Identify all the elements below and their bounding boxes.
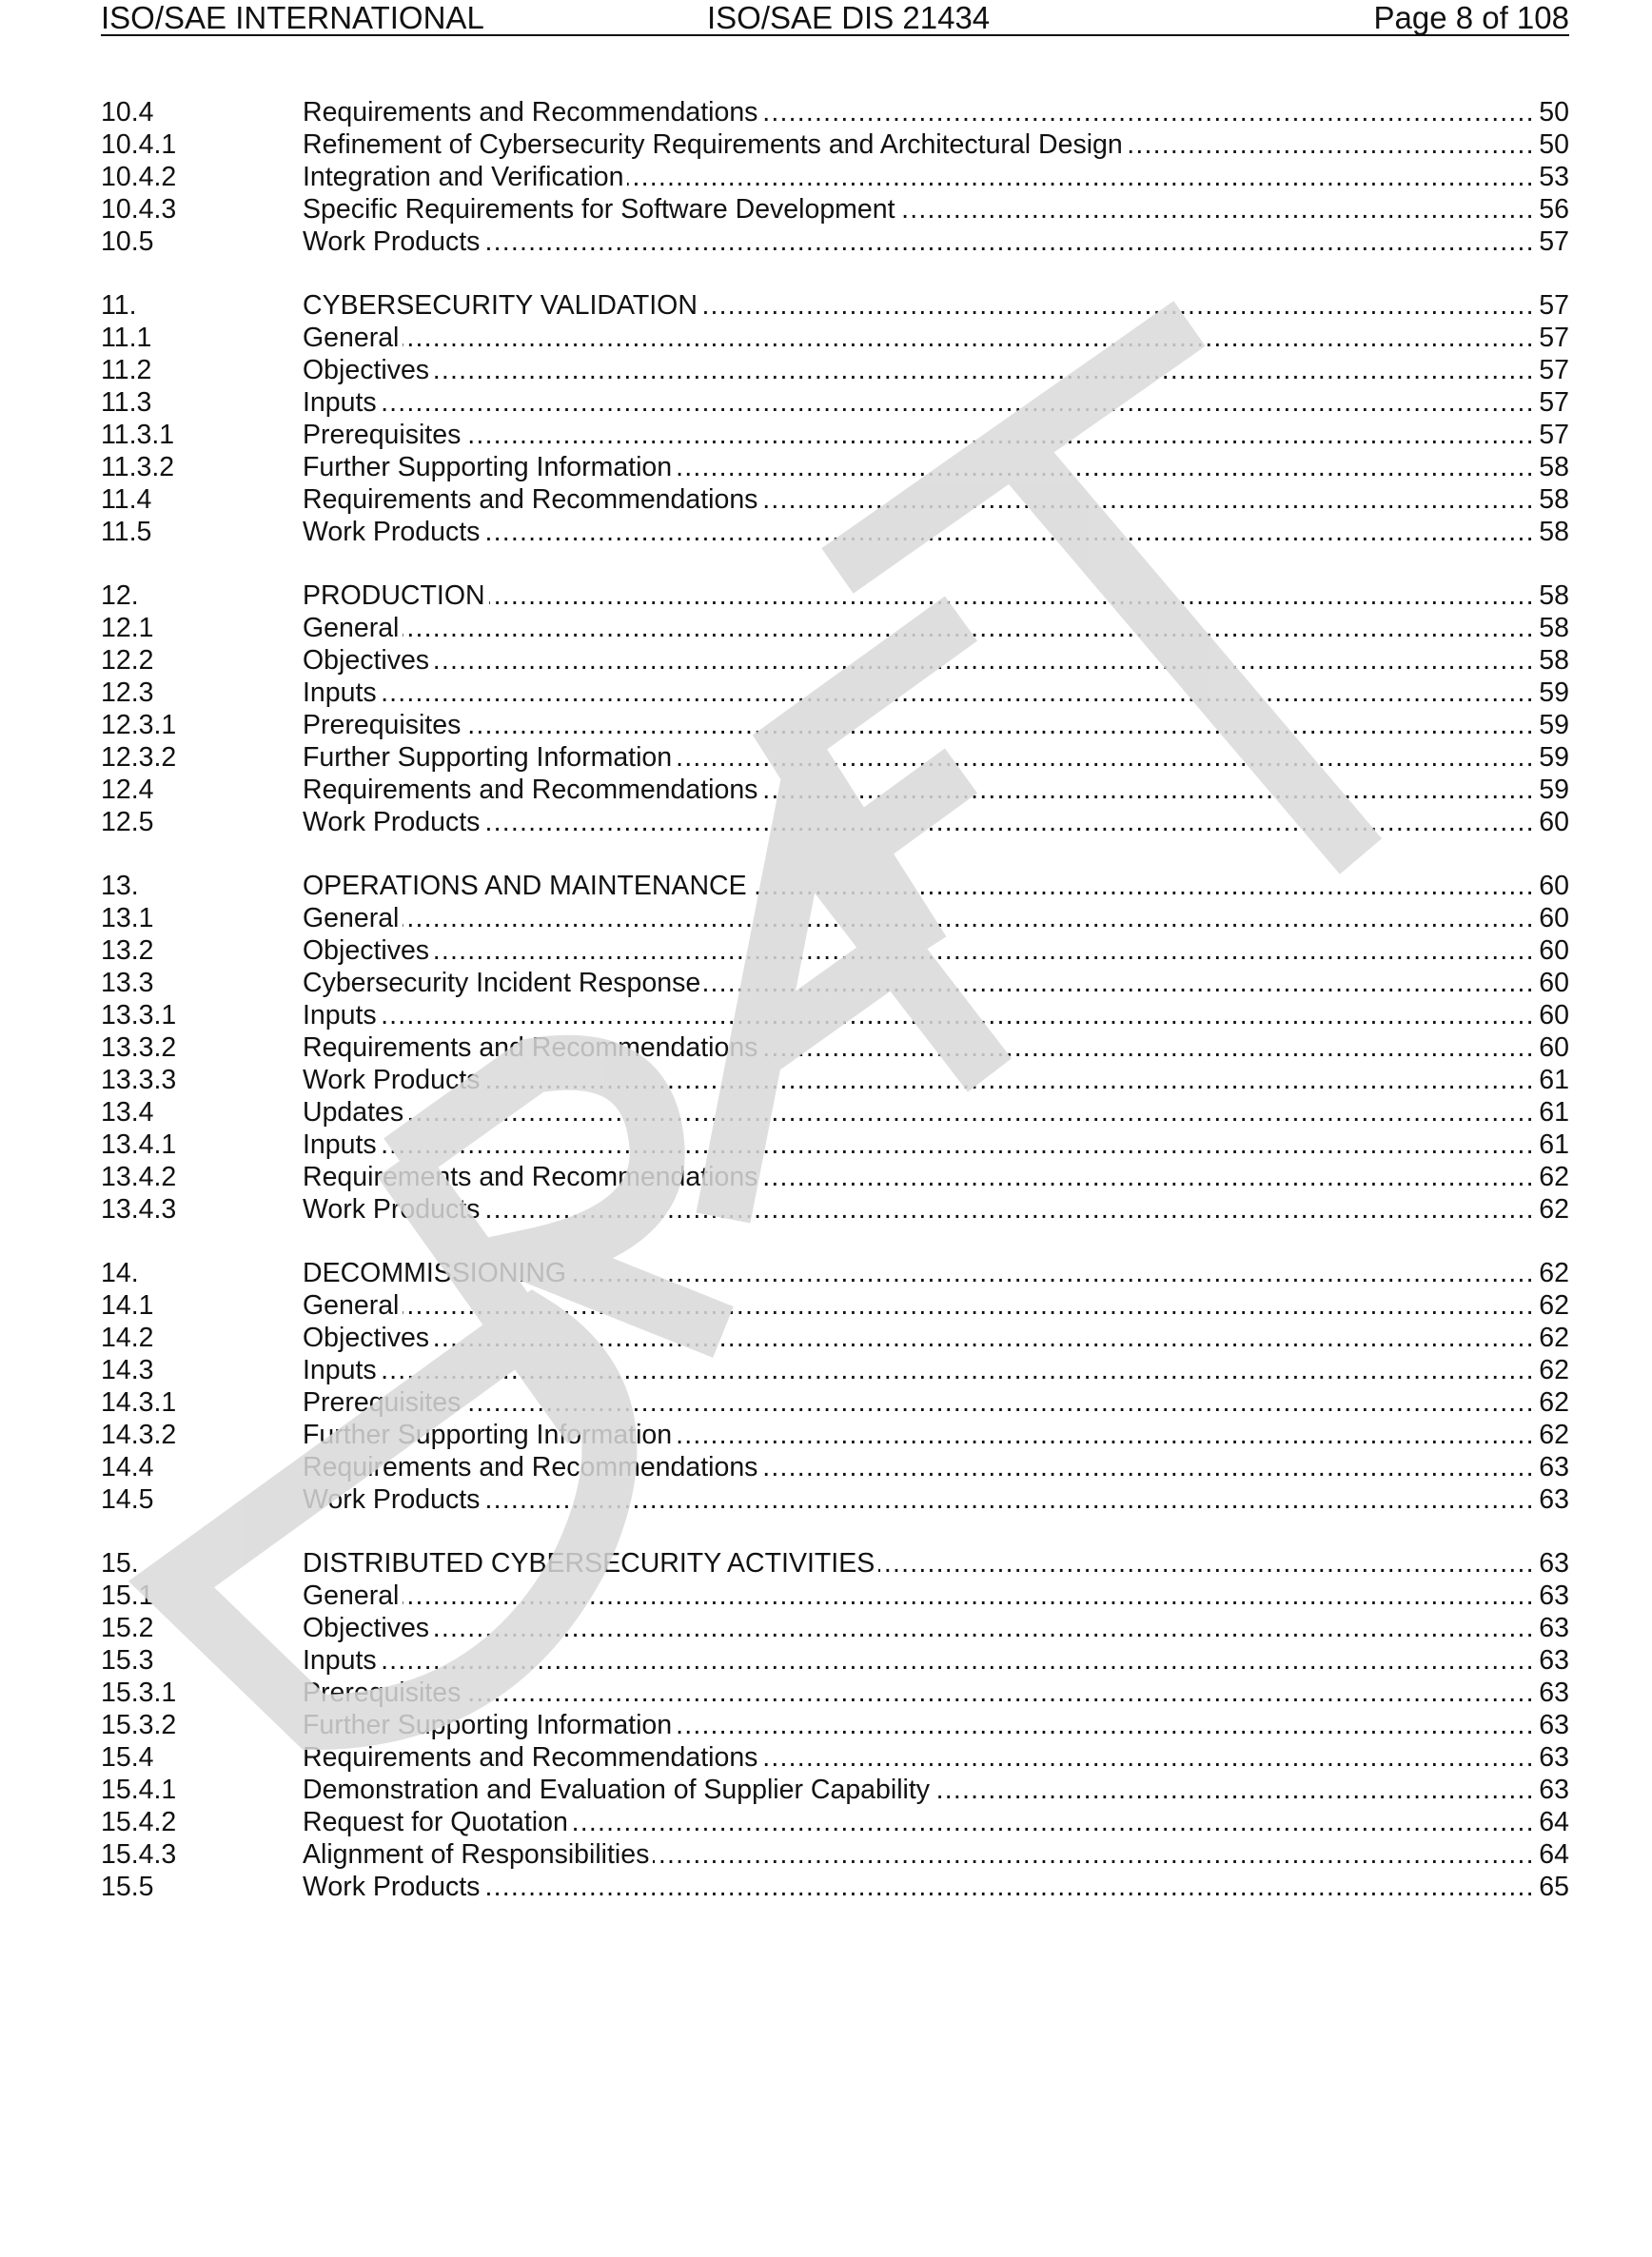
toc-page-number: 58	[1533, 644, 1569, 677]
toc-section-title	[303, 741, 1533, 774]
toc-section-title-text: Requirements and Recommendations	[303, 484, 761, 515]
toc-entry[interactable]	[101, 1709, 1569, 1741]
toc-page-number: 58	[1533, 579, 1569, 612]
toc-page-number: 60	[1533, 806, 1569, 838]
toc-page-number: 63	[1533, 1547, 1569, 1580]
toc-section-title	[303, 644, 1533, 677]
toc-section-number: 15.4.1	[101, 1775, 177, 1805]
toc-section-title	[303, 96, 1533, 128]
toc-section-number: 11.3.2	[101, 452, 175, 482]
toc-page-number: 63	[1533, 1612, 1569, 1644]
toc-entry[interactable]	[101, 322, 1569, 354]
document-page	[101, 0, 1569, 2257]
toc-section-title	[303, 612, 1533, 644]
toc-section-title	[303, 193, 1533, 226]
toc-section-number: 15.3.1	[101, 1678, 177, 1708]
toc-section-title-text: Requirements and Recommendations	[303, 1742, 761, 1773]
toc-section-number: 13.4.3	[101, 1194, 177, 1225]
toc-section-number: 13.3.2	[101, 1032, 177, 1063]
toc-section-title-text: Prerequisites	[303, 710, 464, 740]
toc-page-number: 63	[1533, 1580, 1569, 1612]
toc-section-title-text: Requirements and Recommendations	[303, 775, 761, 805]
toc-section-title	[303, 322, 1533, 354]
toc-page-number: 60	[1533, 902, 1569, 934]
toc-page-number: 57	[1533, 419, 1569, 451]
toc-section-title-text: Refinement of Cybersecurity Requirements and Architectural Design	[303, 129, 1127, 160]
toc-section-title	[303, 516, 1533, 548]
toc-section-title	[303, 1064, 1533, 1096]
toc-entry[interactable]	[101, 1612, 1569, 1644]
toc-section-title-text: Further Supporting Information	[303, 452, 676, 482]
toc-section-number: 13.4.1	[101, 1129, 177, 1160]
toc-section-title-text: General	[303, 613, 403, 643]
toc-section-title	[303, 1257, 1533, 1289]
toc-page-number: 61	[1533, 1064, 1569, 1096]
toc-section-title	[303, 1838, 1533, 1871]
toc-section-title-text: Inputs	[303, 1355, 381, 1385]
toc-section-title-text: Objectives	[303, 1323, 433, 1353]
toc-entry[interactable]	[101, 1289, 1569, 1322]
toc-entry[interactable]	[101, 161, 1569, 193]
toc-section-title	[303, 709, 1533, 741]
toc-section-number: 12.3	[101, 677, 154, 708]
toc-entry[interactable]	[101, 1483, 1569, 1516]
toc-section-title-text: OPERATIONS AND MAINTENANCE	[303, 871, 751, 901]
toc-section-number: 13.1	[101, 903, 154, 933]
toc-section-title-text: Further Supporting Information	[303, 1420, 676, 1450]
toc-section-title	[303, 870, 1533, 902]
header-organization: ISO/SAE INTERNATIONAL	[101, 0, 484, 35]
toc-section-title	[303, 774, 1533, 806]
toc-section-number: 15.2	[101, 1613, 154, 1643]
toc-section-number: 14.3.2	[101, 1420, 177, 1450]
toc-section-title	[303, 1644, 1533, 1677]
toc-page-number: 62	[1533, 1322, 1569, 1354]
toc-entry[interactable]	[101, 677, 1569, 709]
toc-section-number: 15.4	[101, 1742, 154, 1773]
toc-section-number: 11.3	[101, 387, 152, 418]
toc-entry[interactable]	[101, 579, 1569, 612]
toc-section-title-text: Objectives	[303, 935, 433, 966]
toc-section-title-text: Work Products	[303, 807, 483, 837]
toc-entry[interactable]	[101, 128, 1569, 161]
toc-entry[interactable]	[101, 1322, 1569, 1354]
toc-section-number: 13.2	[101, 935, 154, 966]
toc-entry[interactable]	[101, 1451, 1569, 1483]
toc-section-title-text: Work Products	[303, 1872, 483, 1902]
toc-section-title	[303, 1193, 1533, 1226]
toc-section-title-text: Objectives	[303, 645, 433, 676]
toc-page-number: 59	[1533, 741, 1569, 774]
toc-section-number: 13.4	[101, 1097, 154, 1128]
toc-section-title	[303, 1128, 1533, 1161]
toc-page-number: 58	[1533, 516, 1569, 548]
toc-section-title	[303, 1709, 1533, 1741]
toc-section-number: 10.5	[101, 226, 154, 257]
toc-section-title	[303, 1871, 1533, 1903]
toc-page-number: 50	[1533, 96, 1569, 128]
toc-section-title-text: DECOMMISSIONING	[303, 1258, 570, 1288]
toc-section-title	[303, 1322, 1533, 1354]
toc-section-number: 15.4.3	[101, 1839, 177, 1870]
toc-section-title-text: Work Products	[303, 1065, 483, 1095]
toc-entry[interactable]	[101, 96, 1569, 128]
toc-section-title-text: Inputs	[303, 677, 381, 708]
toc-page-number: 58	[1533, 451, 1569, 483]
toc-entry[interactable]	[101, 1031, 1569, 1064]
toc-section-title-text: Further Supporting Information	[303, 1710, 676, 1740]
toc-section-number: 15.4.2	[101, 1807, 177, 1837]
toc-page-number: 62	[1533, 1354, 1569, 1386]
toc-section-number: 15.1	[101, 1580, 154, 1611]
toc-section-title-text: Inputs	[303, 1645, 381, 1676]
toc-section-title	[303, 483, 1533, 516]
toc-section-number: 11.4	[101, 484, 152, 515]
toc-section-title-text: Objectives	[303, 355, 433, 385]
toc-entry[interactable]	[101, 1806, 1569, 1838]
toc-section-title-text: Requirements and Recommendations	[303, 1032, 761, 1063]
toc-section-number: 11.3.1	[101, 420, 175, 450]
toc-section-number: 13.4.2	[101, 1162, 177, 1192]
toc-entry[interactable]	[101, 806, 1569, 838]
toc-section-title	[303, 1806, 1533, 1838]
toc-section-title-text: Prerequisites	[303, 420, 464, 450]
toc-section-number: 12.5	[101, 807, 154, 837]
toc-section-number: 15.3	[101, 1645, 154, 1676]
toc-page-number: 62	[1533, 1289, 1569, 1322]
toc-entry[interactable]	[101, 1677, 1569, 1709]
toc-section-number: 11.5	[101, 517, 152, 547]
toc-entry[interactable]	[101, 1354, 1569, 1386]
toc-section-title	[303, 1419, 1533, 1451]
toc-section-title	[303, 1161, 1533, 1193]
toc-page-number: 61	[1533, 1096, 1569, 1128]
toc-section-number: 10.4.2	[101, 162, 177, 192]
toc-section-title	[303, 1774, 1533, 1806]
toc-section-number: 10.4.1	[101, 129, 177, 160]
toc-entry[interactable]	[101, 1096, 1569, 1128]
toc-section-number: 14.	[101, 1258, 139, 1288]
toc-section-title-text: Demonstration and Evaluation of Supplier Capability	[303, 1775, 934, 1805]
toc-page-number: 62	[1533, 1257, 1569, 1289]
toc-section-title-text: Integration and Verification	[303, 162, 627, 192]
toc-section-title	[303, 934, 1533, 967]
toc-section-title	[303, 1580, 1533, 1612]
toc-page-number: 62	[1533, 1193, 1569, 1226]
toc-entry[interactable]	[101, 289, 1569, 322]
toc-section-number: 14.1	[101, 1290, 154, 1321]
toc-section-title	[303, 967, 1533, 999]
toc-section-title-text: Updates	[303, 1097, 407, 1128]
toc-section-number: 11.	[101, 290, 137, 321]
toc-page-number: 58	[1533, 483, 1569, 516]
toc-section-title-text: Objectives	[303, 1613, 433, 1643]
toc-section-number: 10.4.3	[101, 194, 177, 225]
toc-entry[interactable]	[101, 999, 1569, 1031]
toc-section-title	[303, 677, 1533, 709]
toc-entry[interactable]	[101, 451, 1569, 483]
toc-page-number: 59	[1533, 709, 1569, 741]
toc-section-number: 11.2	[101, 355, 152, 385]
toc-section-title	[303, 1354, 1533, 1386]
toc-page-number: 60	[1533, 1031, 1569, 1064]
toc-section-title-text: Work Products	[303, 226, 483, 257]
toc-section-title-text: General	[303, 323, 403, 353]
toc-section-title	[303, 1451, 1533, 1483]
toc-page-number: 63	[1533, 1451, 1569, 1483]
toc-page-number: 57	[1533, 354, 1569, 386]
toc-section-title-text: Request for Quotation	[303, 1807, 572, 1837]
toc-page-number: 50	[1533, 128, 1569, 161]
toc-entry[interactable]	[101, 1193, 1569, 1226]
toc-page-number: 60	[1533, 999, 1569, 1031]
toc-entry[interactable]	[101, 1774, 1569, 1806]
toc-page-number: 59	[1533, 677, 1569, 709]
toc-page-number: 60	[1533, 934, 1569, 967]
toc-section-title-text: Inputs	[303, 1000, 381, 1030]
toc-section-title	[303, 419, 1533, 451]
toc-section-title-text: Inputs	[303, 1129, 381, 1160]
toc-section-number: 12.3.2	[101, 742, 177, 773]
toc-section-number: 11.1	[101, 323, 152, 353]
toc-page-number: 61	[1533, 1128, 1569, 1161]
toc-page-number: 62	[1533, 1419, 1569, 1451]
toc-entry[interactable]	[101, 644, 1569, 677]
toc-page-number: 64	[1533, 1838, 1569, 1871]
toc-section-title	[303, 1547, 1533, 1580]
toc-entry[interactable]	[101, 1838, 1569, 1871]
toc-entry[interactable]	[101, 226, 1569, 258]
toc-section-title	[303, 161, 1533, 193]
header-document-id: ISO/SAE DIS 21434	[707, 0, 991, 35]
toc-page-number: 65	[1533, 1871, 1569, 1903]
toc-section-title-text: Specific Requirements for Software Development	[303, 194, 899, 225]
toc-page-number: 64	[1533, 1806, 1569, 1838]
toc-page-number: 62	[1533, 1386, 1569, 1419]
toc-section-title	[303, 226, 1533, 258]
toc-section-title	[303, 806, 1533, 838]
toc-entry[interactable]	[101, 483, 1569, 516]
toc-page-number: 58	[1533, 612, 1569, 644]
toc-section-title	[303, 1096, 1533, 1128]
toc-entry[interactable]	[101, 612, 1569, 644]
toc-section-number: 12.4	[101, 775, 154, 805]
toc-section-title	[303, 289, 1533, 322]
toc-section-title	[303, 1386, 1533, 1419]
toc-section-number: 13.3.3	[101, 1065, 177, 1095]
toc-section-number: 14.3.1	[101, 1387, 177, 1418]
toc-section-title-text: Prerequisites	[303, 1387, 464, 1418]
toc-page-number: 63	[1533, 1741, 1569, 1774]
toc-page-number: 60	[1533, 870, 1569, 902]
toc-section-number: 13.3.1	[101, 1000, 177, 1030]
toc-entry[interactable]	[101, 774, 1569, 806]
toc-section-number: 15.5	[101, 1872, 154, 1902]
toc-section-title	[303, 902, 1533, 934]
toc-entry[interactable]	[101, 1386, 1569, 1419]
toc-entry[interactable]	[101, 516, 1569, 548]
toc-section-number: 15.3.2	[101, 1710, 177, 1740]
toc-section-title-text: Requirements and Recommendations	[303, 1452, 761, 1482]
toc-entry[interactable]	[101, 1419, 1569, 1451]
toc-section-title-text: DISTRIBUTED CYBERSECURITY ACTIVITIES	[303, 1548, 878, 1579]
toc-section-title	[303, 1289, 1533, 1322]
toc-section-title-text: Prerequisites	[303, 1678, 464, 1708]
toc-section-number: 14.4	[101, 1452, 154, 1482]
toc-section-title-text: Inputs	[303, 387, 381, 418]
toc-section-title-text: General	[303, 903, 403, 933]
toc-entry[interactable]	[101, 1128, 1569, 1161]
toc-section-title-text: Work Products	[303, 1484, 483, 1515]
toc-page-number: 57	[1533, 386, 1569, 419]
toc-section-title	[303, 999, 1533, 1031]
toc-section-title-text: General	[303, 1290, 403, 1321]
toc-section-title-text: CYBERSECURITY VALIDATION	[303, 290, 701, 321]
toc-section-title	[303, 1677, 1533, 1709]
toc-section-number: 13.	[101, 871, 139, 901]
toc-page-number: 63	[1533, 1709, 1569, 1741]
toc-page-number: 63	[1533, 1483, 1569, 1516]
toc-page-number: 59	[1533, 774, 1569, 806]
toc-section-title-text: Further Supporting Information	[303, 742, 676, 773]
toc-section-number: 13.3	[101, 968, 154, 998]
toc-section-number: 12.2	[101, 645, 154, 676]
page-header	[101, 2, 1569, 36]
toc-entry[interactable]	[101, 934, 1569, 967]
toc-section-title	[303, 1612, 1533, 1644]
toc-page-number: 63	[1533, 1677, 1569, 1709]
toc-section-title-text: Requirements and Recommendations	[303, 1162, 761, 1192]
toc-page-number: 60	[1533, 967, 1569, 999]
toc-entry[interactable]	[101, 1741, 1569, 1774]
toc-entry[interactable]	[101, 193, 1569, 226]
toc-section-title	[303, 451, 1533, 483]
toc-section-title	[303, 128, 1533, 161]
toc-page-number: 57	[1533, 289, 1569, 322]
toc-entry[interactable]	[101, 419, 1569, 451]
toc-section-title-text: Work Products	[303, 1194, 483, 1225]
toc-entry[interactable]	[101, 967, 1569, 999]
toc-entry[interactable]	[101, 902, 1569, 934]
toc-section-title-text: Cybersecurity Incident Response	[303, 968, 704, 998]
toc-page-number: 63	[1533, 1644, 1569, 1677]
toc-page-number: 57	[1533, 226, 1569, 258]
toc-entry[interactable]	[101, 1547, 1569, 1580]
toc-section-title-text: PRODUCTION	[303, 580, 489, 611]
toc-section-number: 14.2	[101, 1323, 154, 1353]
toc-section-number: 12.1	[101, 613, 154, 643]
toc-section-title-text: Work Products	[303, 517, 483, 547]
toc-section-title-text: Alignment of Responsibilities	[303, 1839, 653, 1870]
toc-entry[interactable]	[101, 709, 1569, 741]
toc-entry[interactable]	[101, 354, 1569, 386]
toc-section-number: 12.3.1	[101, 710, 177, 740]
toc-page-number: 53	[1533, 161, 1569, 193]
toc-section-title	[303, 579, 1533, 612]
header-page-number: Page 8 of 108	[1373, 0, 1569, 35]
toc-entry[interactable]	[101, 1871, 1569, 1903]
toc-entry[interactable]	[101, 741, 1569, 774]
toc-section-title	[303, 1741, 1533, 1774]
table-of-contents	[101, 96, 1569, 1903]
toc-page-number: 56	[1533, 193, 1569, 226]
toc-section-number: 10.4	[101, 97, 154, 128]
toc-section-number: 14.5	[101, 1484, 154, 1515]
toc-page-number: 63	[1533, 1774, 1569, 1806]
toc-entry[interactable]	[101, 870, 1569, 902]
toc-entry[interactable]	[101, 1257, 1569, 1289]
toc-section-title	[303, 1031, 1533, 1064]
toc-section-title-text: Requirements and Recommendations	[303, 97, 761, 128]
toc-entry[interactable]	[101, 1161, 1569, 1193]
toc-page-number: 57	[1533, 322, 1569, 354]
toc-section-number: 12.	[101, 580, 139, 611]
toc-entry[interactable]	[101, 1064, 1569, 1096]
toc-section-number: 15.	[101, 1548, 139, 1579]
toc-section-title	[303, 354, 1533, 386]
toc-section-title	[303, 1483, 1533, 1516]
toc-entry[interactable]	[101, 1644, 1569, 1677]
toc-entry[interactable]	[101, 1580, 1569, 1612]
toc-section-title	[303, 386, 1533, 419]
toc-section-title-text: General	[303, 1580, 403, 1611]
toc-page-number: 62	[1533, 1161, 1569, 1193]
toc-entry[interactable]	[101, 386, 1569, 419]
toc-section-number: 14.3	[101, 1355, 154, 1385]
